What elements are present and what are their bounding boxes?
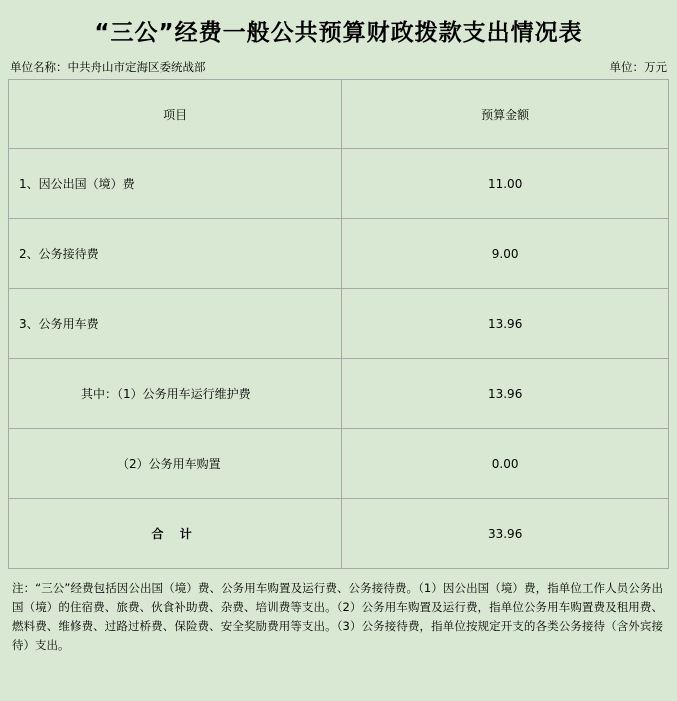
table-row-total [9,499,669,569]
table-row [9,429,669,499]
row-amount-value: 9.00 [342,219,669,289]
row-amount-value: 13.96 [342,289,669,359]
row-item-label: 其中：（1）公务用车运行维护费 [9,359,342,429]
row-item-label: 1、因公出国（境）费 [9,149,342,219]
row-item-label: （2）公务用车购置 [9,429,342,499]
table-row [9,219,669,289]
unit-measure-label: 单位：万元 [609,60,667,74]
row-amount-value: 13.96 [342,359,669,429]
table-row [9,359,669,429]
budget-table [8,79,669,569]
table-meta-row [8,57,669,79]
row-item-label: 2、公务接待费 [9,219,342,289]
column-header-amount: 预算金额 [342,80,669,149]
unit-name-label: 单位名称：中共舟山市定海区委统战部 [10,60,206,74]
page-title: “三公”经费一般公共预算财政拨款支出情况表 [94,20,583,46]
table-header [9,80,669,149]
row-item-label-total: 合 计 [9,499,342,569]
column-header-item: 项目 [9,80,342,149]
footnote: 注：“三公”经费包括因公出国（境）费、公务用车购置及运行费、公务接待费。（1）因公出国（境）费，指单位工作人员公务出国（境）的住宿费、旅费、伙食补助费、杂费、培训费等支出。（2）公务用车购置及运行费，指单位公务用车购置费及租用费、燃料费、维修费、过路过桥费、保险费、安全奖励费用等支出。（3）公务接待费，指单位按规定开支的各类公务接待（含外宾接待）支出。 [12,581,663,652]
table-body [9,149,669,569]
row-amount-value: 0.00 [342,429,669,499]
row-amount-value: 11.00 [342,149,669,219]
table-header-row [9,80,669,149]
row-amount-value-total: 33.96 [342,499,669,569]
row-item-label: 3、公务用车费 [9,289,342,359]
table-row [9,149,669,219]
table-row [9,289,669,359]
